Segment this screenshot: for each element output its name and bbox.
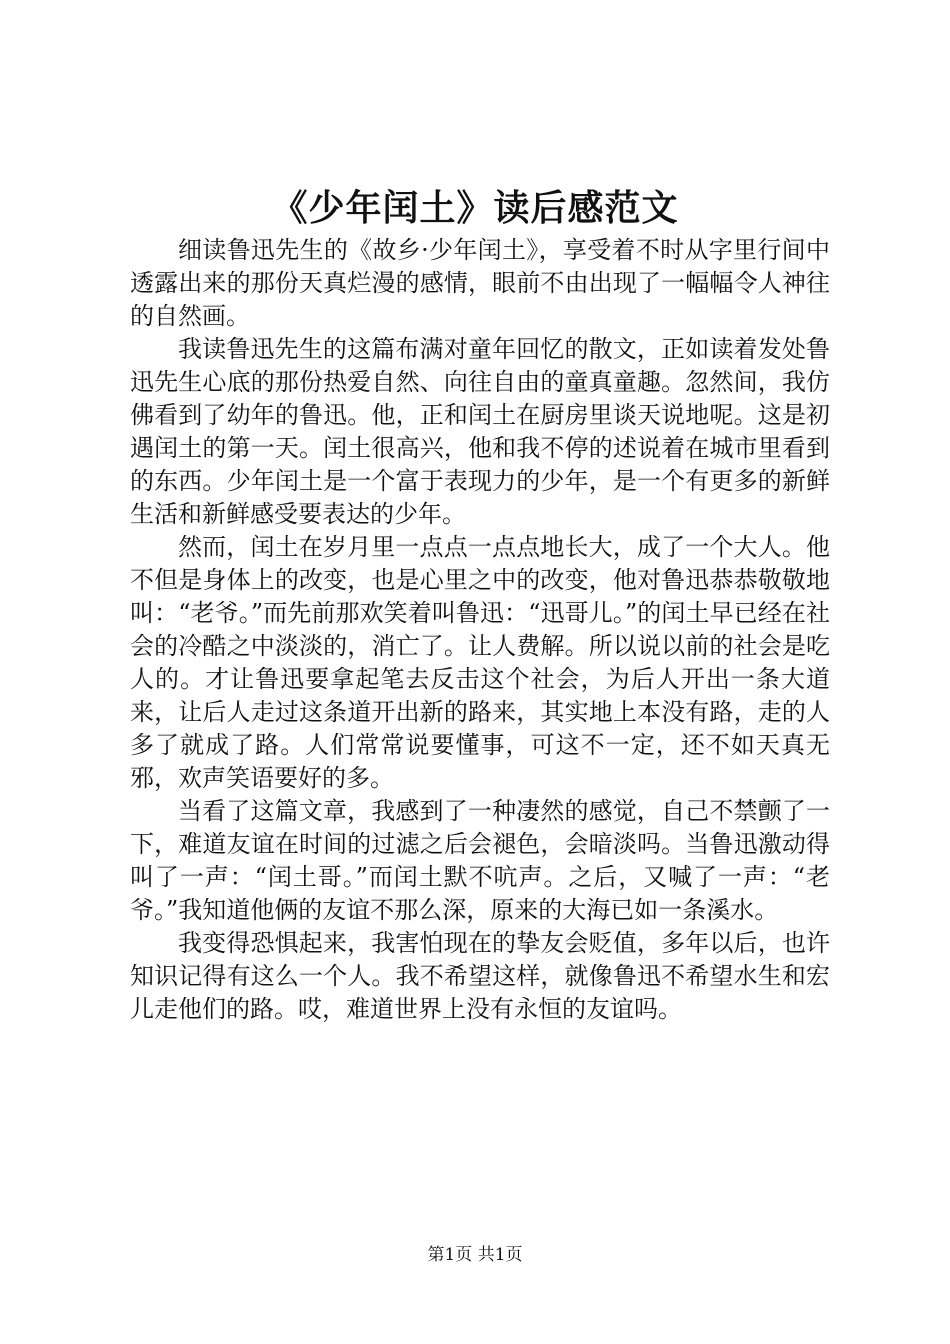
paragraph: 然而，闰土在岁月里一点点一点点地长大，成了一个大人。他不但是身体上的改变，也是心里之中的改变，他对鲁迅恭恭敬敬地叫：“老爷。”而先前那欢笑着叫鲁迅：“迅哥儿。”的闰土早已经在社会的冷酷之中淡淡的，消亡了。让人费解。所以说以前的社会是吃人的。才让鲁迅要拿起笔去反击这个社会，为后人开出一条大道来，让后人走过这条道开出新的路来，其实地上本没有路，走的人多了就成了路。人们常常说要懂事，可这不一定，还不如天真无邪，欢声笑语要好的多。 [130,533,830,792]
document-title: 《少年闰土》读后感范文 [271,187,679,229]
paragraph: 细读鲁迅先生的《故乡·少年闰土》，享受着不时从字里行间中透露出来的那份天真烂漫的感情，眼前不由出现了一幅幅令人神往的自然画。 [130,236,830,330]
paragraph: 当看了这篇文章，我感到了一种凄然的感觉，自己不禁颤了一下，难道友谊在时间的过滤之后会褪色，会暗淡吗。当鲁迅激动得叫了一声：“闰土哥。”而闰土默不吭声。之后，又喊了一声：“老爷。”我知道他俩的友谊不那么深，原来的大海已如一条溪水。 [130,797,830,924]
document-body [130,234,830,1026]
page-footer: 第1页 共1页 [427,1245,523,1265]
paragraph: 我变得恐惧起来，我害怕现在的挚友会贬值，多年以后，也许知识记得有这么一个人。我不希望这样，就像鲁迅不希望水生和宏儿走他们的路。哎，难道世界上没有永恒的友谊吗。 [130,929,830,1023]
paragraph: 我读鲁迅先生的这篇布满对童年回忆的散文，正如读着发处鲁迅先生心底的那份热爱自然、向往自由的童真童趣。忽然间，我仿佛看到了幼年的鲁迅。他，正和闰土在厨房里谈天说地呢。这是初遇闰土的第一天。闰土很高兴，他和我不停的述说着在城市里看到的东西。少年闰土是一个富于表现力的少年，是一个有更多的新鲜生活和新鲜感受要表达的少年。 [130,335,830,528]
